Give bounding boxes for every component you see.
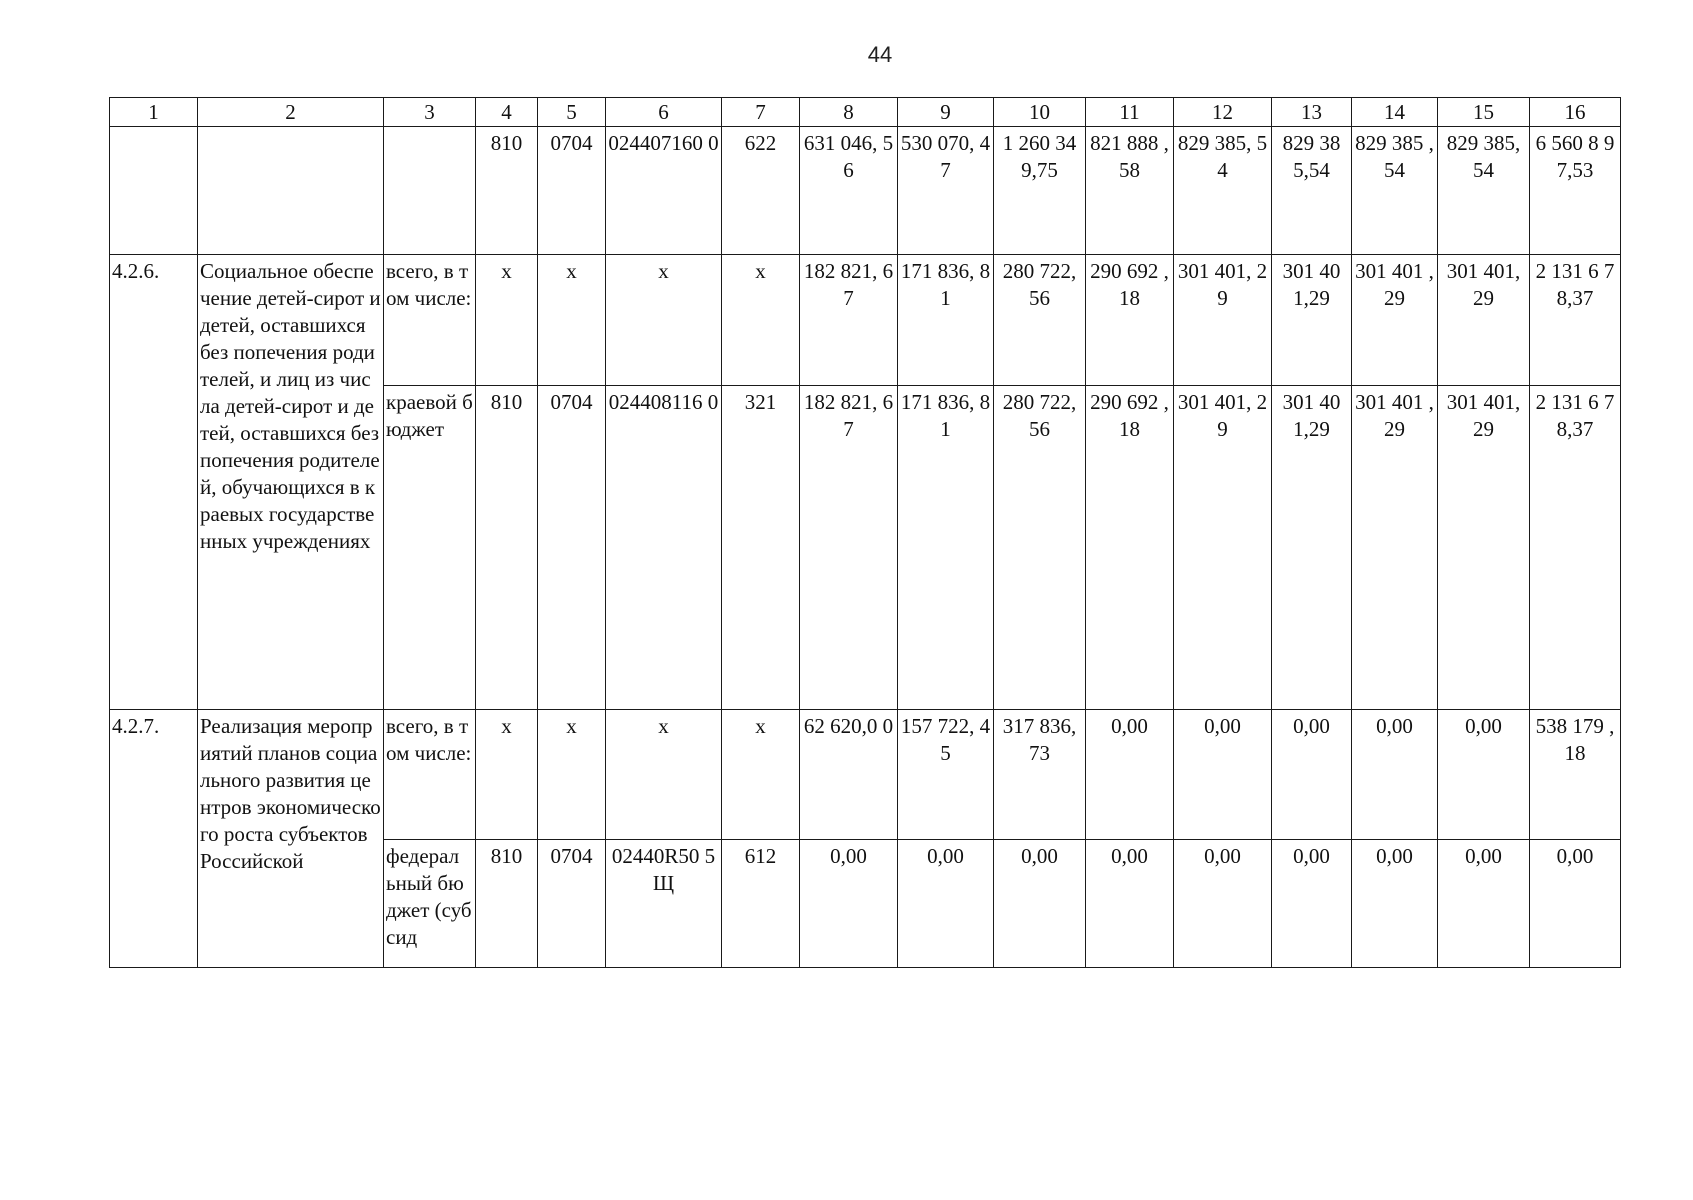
table-cell: 810 [476, 386, 538, 710]
table-cell: x [722, 255, 800, 386]
column-header: 4 [476, 98, 538, 127]
row-name-cell: Социальное обеспечение детей-сирот и детей, оставшихся без попечения родителей, и лиц из числа детей-сирот и детей, оставшихся без попечения родителей, обучающихся в краевых государственных учреждениях [198, 255, 384, 710]
table-cell: 0,00 [1174, 840, 1272, 968]
table-cell: 0,00 [994, 840, 1086, 968]
source-cell: всего, в том числе: [384, 710, 476, 840]
table-cell: 301 40 1,29 [1272, 386, 1352, 710]
table-row [110, 710, 1621, 840]
table-cell: 0,00 [1352, 710, 1438, 840]
table-cell: x [606, 255, 722, 386]
table-cell: 0,00 [1438, 840, 1530, 968]
source-cell: федерал ьный бюджет (субсид [384, 840, 476, 968]
header-row [110, 98, 1621, 127]
table-cell: 829 385, 54 [1438, 127, 1530, 255]
table-cell: 2 131 6 78,37 [1530, 255, 1621, 386]
table-cell: 829 385 ,54 [1352, 127, 1438, 255]
table-cell: 631 046, 56 [800, 127, 898, 255]
table-cell: 1 260 34 9,75 [994, 127, 1086, 255]
column-header: 8 [800, 98, 898, 127]
column-header: 13 [1272, 98, 1352, 127]
row-code-cell: 4.2.7. [110, 710, 198, 968]
table-cell: 0,00 [1174, 710, 1272, 840]
column-header: 1 [110, 98, 198, 127]
table-cell: 0,00 [1530, 840, 1621, 968]
table-row [110, 255, 1621, 386]
table-cell: 821 888 ,58 [1086, 127, 1174, 255]
table-cell: 0704 [538, 127, 606, 255]
column-header: 10 [994, 98, 1086, 127]
table-cell: 301 401, 29 [1438, 386, 1530, 710]
page-number: 44 [867, 42, 893, 67]
table-cell: 0704 [538, 840, 606, 968]
column-header: 5 [538, 98, 606, 127]
column-header: 3 [384, 98, 476, 127]
table-cell: 2 131 6 78,37 [1530, 386, 1621, 710]
table-cell: 530 070, 47 [898, 127, 994, 255]
table-cell: 301 401 ,29 [1352, 386, 1438, 710]
table-cell: 0,00 [800, 840, 898, 968]
column-header: 11 [1086, 98, 1174, 127]
table-cell: 538 179 ,18 [1530, 710, 1621, 840]
table-cell: 157 722, 45 [898, 710, 994, 840]
table-cell: 0,00 [1272, 710, 1352, 840]
table-cell: 6 560 8 97,53 [1530, 127, 1621, 255]
table-cell: 290 692 ,18 [1086, 255, 1174, 386]
table-cell: x [476, 710, 538, 840]
table-cell: 024408116 0 [606, 386, 722, 710]
row-code-cell: 4.2.6. [110, 255, 198, 710]
table-cell: 301 401, 29 [1438, 255, 1530, 386]
table-cell: x [538, 710, 606, 840]
column-header: 14 [1352, 98, 1438, 127]
table-cell: 0,00 [1352, 840, 1438, 968]
table-cell: 0,00 [1086, 710, 1174, 840]
column-header: 15 [1438, 98, 1530, 127]
table-cell: 829 38 5,54 [1272, 127, 1352, 255]
table-cell: 0,00 [898, 840, 994, 968]
table-cell: 301 401, 29 [1174, 255, 1272, 386]
table-cell: x [606, 710, 722, 840]
table-cell: 301 401 ,29 [1352, 255, 1438, 386]
table-cell: 321 [722, 386, 800, 710]
column-header: 16 [1530, 98, 1621, 127]
table-cell: 810 [476, 127, 538, 255]
table-cell: 62 620,0 0 [800, 710, 898, 840]
source-cell: краевой бюджет [384, 386, 476, 710]
table-cell: 0704 [538, 386, 606, 710]
source-cell: всего, в том числе: [384, 255, 476, 386]
column-header: 2 [198, 98, 384, 127]
column-header: 6 [606, 98, 722, 127]
table-cell: 612 [722, 840, 800, 968]
table-cell: 02440R50 5Щ [606, 840, 722, 968]
table-cell: 024407160 0 [606, 127, 722, 255]
table-cell: 182 821, 67 [800, 255, 898, 386]
table-cell: 0,00 [1438, 710, 1530, 840]
table-cell: 301 401, 29 [1174, 386, 1272, 710]
column-header: 12 [1174, 98, 1272, 127]
table-cell: 810 [476, 840, 538, 968]
table-cell: 317 836, 73 [994, 710, 1086, 840]
table-cell: 622 [722, 127, 800, 255]
table-cell: 290 692 ,18 [1086, 386, 1174, 710]
table-cell: x [476, 255, 538, 386]
table-cell: 0,00 [1086, 840, 1174, 968]
table-cell: 280 722, 56 [994, 386, 1086, 710]
table-cell: 182 821, 67 [800, 386, 898, 710]
table-cell: 829 385, 54 [1174, 127, 1272, 255]
table-cell: x [722, 710, 800, 840]
table-cell: 171 836, 81 [898, 386, 994, 710]
table-cell: 0,00 [1272, 840, 1352, 968]
table-row [110, 127, 1621, 255]
budget-table [109, 97, 1621, 968]
row-name-cell [198, 127, 384, 255]
source-cell [384, 127, 476, 255]
table-cell: 171 836, 81 [898, 255, 994, 386]
table-cell: x [538, 255, 606, 386]
table-cell: 301 40 1,29 [1272, 255, 1352, 386]
row-name-cell: Реализация мероприятий планов социального развития центров экономического роста субъектов Российской [198, 710, 384, 968]
table-cell: 280 722, 56 [994, 255, 1086, 386]
row-code-cell [110, 127, 198, 255]
column-header: 9 [898, 98, 994, 127]
column-header: 7 [722, 98, 800, 127]
